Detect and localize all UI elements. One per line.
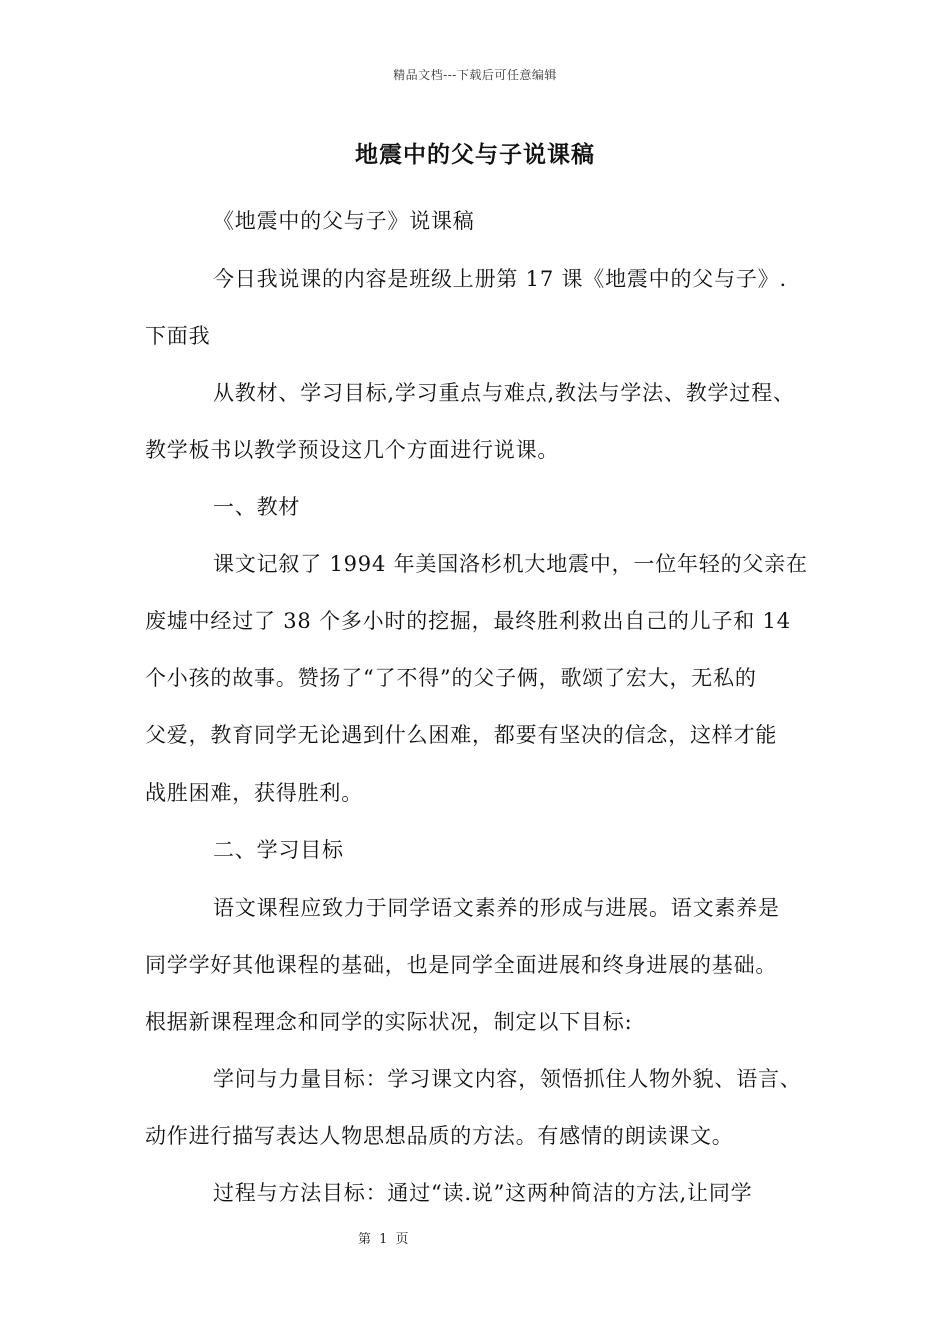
paragraph-line: 下面我 — [145, 324, 211, 348]
paragraph-line: 教学板书以教学预设这几个方面进行说课。 — [145, 438, 560, 462]
paragraph-line: 同学学好其他课程的基础，也是同学全面进展和终身进展的基础。 — [145, 953, 778, 977]
paragraph-line: 语文课程应致力于同学语文素养的形成与进展。语文素养是 — [213, 896, 780, 920]
section-heading: 二、学习目标 — [213, 838, 344, 862]
paragraph-line: 过程与方法目标：通过“读.说”这两种简洁的方法,让同学 — [213, 1181, 753, 1205]
paragraph-line: 父爱，教育同学无论遇到什么困难，都要有坚决的信念，这样才能 — [145, 723, 778, 747]
paragraph-line: 今日我说课的内容是班级上册第 17 课《地震中的父与子》. — [213, 267, 787, 291]
paragraph-line: 个小孩的故事。赞扬了“了不得”的父子俩，歌颂了宏大，无私的 — [145, 666, 757, 690]
paragraph-line: 从教材、学习目标,学习重点与难点,教法与学法、教学过程、 — [213, 381, 795, 405]
paragraph-line: 课文记叙了 1994 年美国洛杉机大地震中，一位年轻的父亲在 — [213, 552, 808, 576]
section-heading: 一、教材 — [213, 495, 301, 519]
subtitle-line: 《地震中的父与子》说课稿 — [213, 209, 475, 233]
header-note: 精品文档---下载后可任意编辑 — [393, 68, 557, 82]
paragraph-line: 根据新课程理念和同学的实际状况，制定以下目标: — [145, 1010, 633, 1034]
document-title: 地震中的父与子说课稿 — [355, 142, 595, 168]
paragraph-line: 废墟中经过了 38 个多小时的挖掘，最终胜利救出自己的儿子和 14 — [145, 609, 791, 633]
paragraph-line: 学问与力量目标：学习课文内容，领悟抓住人物外貌、语言、 — [213, 1067, 802, 1091]
paragraph-line: 动作进行描写表达人物思想品质的方法。有感情的朗读课文。 — [145, 1124, 734, 1148]
page-number: 第 1 页 — [358, 1232, 409, 1247]
paragraph-line: 战胜困难，获得胜利。 — [145, 781, 363, 805]
